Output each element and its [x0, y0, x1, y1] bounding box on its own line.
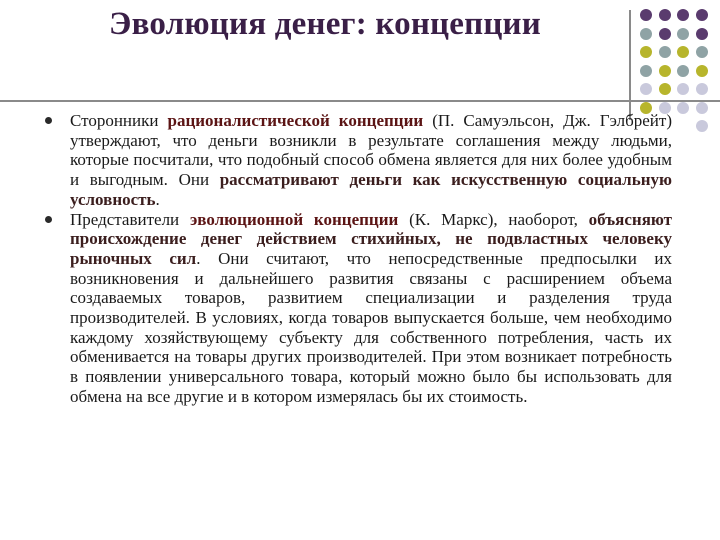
decorative-dot [659, 28, 671, 40]
bullet-icon [45, 216, 52, 223]
text-segment: (К. Маркс), наоборот, [398, 209, 589, 229]
text-segment: Сторонники [70, 111, 168, 130]
bullet-icon [45, 117, 52, 124]
bullet-item-evolutionary [60, 210, 672, 407]
text-segment: . Они считают, что непосредственные предпосылки их возникновения и дальнейшего развития связаны с расширением объема создаваемых товаров, развитием специализации и разделения труда производителей. В условиях, когда товаров выпускается больше, чем необходимо каждому хозяйствующему субъекту для собственного потребления, часть их обменивается на товары других производителей. При этом возникает потребность в появлении универсального товара, который можно было бы использовать для обмена на все другие и в котором измерялась бы их стоимость. [70, 248, 672, 406]
slide-title: Эволюция денег: концепции [109, 6, 541, 42]
decorative-dot [677, 28, 689, 40]
slide-body [60, 111, 672, 407]
horizontal-divider [0, 100, 720, 102]
bullet-item-rationalist [60, 111, 672, 210]
text-segment: . [155, 189, 160, 209]
text-segment: (П. Самуэльсон, Дж. Гэлбрейт) утверждают, что деньги возникли в результате соглашения между людьми, которые посчитали, что подобный способ обмена является для них более удобным и выгодным. Они [70, 111, 672, 190]
decorative-dot [640, 28, 652, 40]
decorative-dot [640, 65, 652, 77]
vertical-divider [629, 10, 631, 120]
decorative-dot [696, 83, 708, 95]
decorative-dot [696, 102, 708, 114]
decorative-dot [677, 9, 689, 21]
decorative-dot [659, 46, 671, 58]
decorative-dot [677, 102, 689, 114]
decorative-dot [677, 65, 689, 77]
decorative-dot [659, 9, 671, 21]
decorative-dot [659, 83, 671, 95]
decorative-dot [640, 83, 652, 95]
decorative-dot [677, 83, 689, 95]
decorative-dot [696, 65, 708, 77]
decorative-dot [696, 9, 708, 21]
emphasized-text: рассматривают деньги как искусственную социальную условность [70, 170, 672, 209]
decorative-dot [640, 9, 652, 21]
decorative-dot [659, 65, 671, 77]
text-segment: Представители [70, 209, 190, 229]
emphasized-text: эволюционной концепции [189, 209, 399, 229]
decorative-dot [696, 46, 708, 58]
bullet-text [70, 111, 672, 209]
emphasized-text: объясняют происхождение денег действием стихийных, не подвластных человеку рыночных сил [70, 209, 673, 268]
decorative-dot [696, 28, 708, 40]
decorative-dot [677, 46, 689, 58]
bullet-text [70, 210, 672, 406]
decorative-dot [640, 46, 652, 58]
emphasized-text: рационалистической концепции [167, 111, 424, 130]
decorative-dot [696, 120, 708, 132]
